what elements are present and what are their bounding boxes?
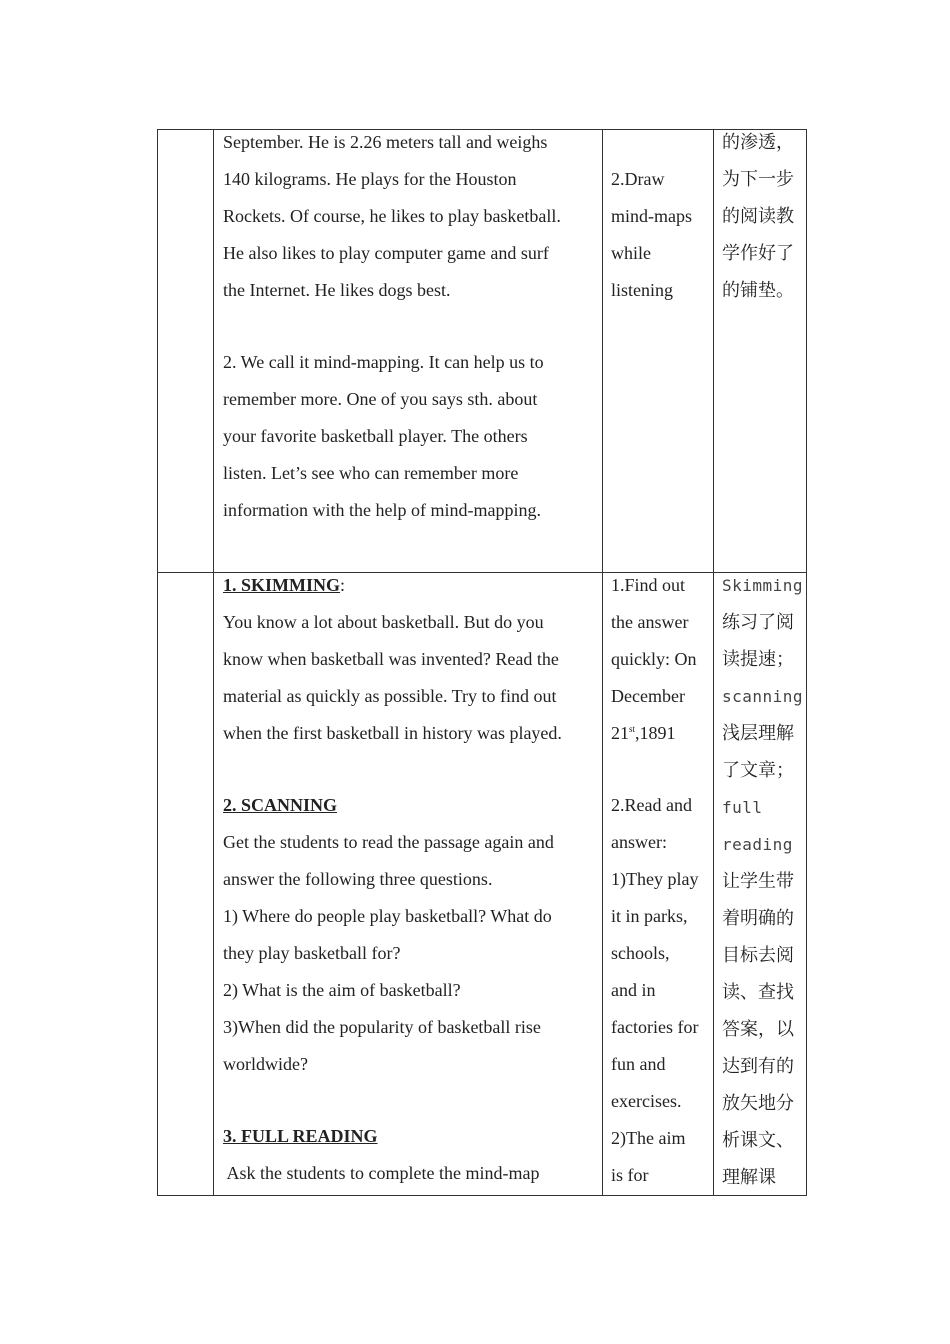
- text-line: 了文章；: [722, 760, 794, 780]
- column-divider-2: [602, 129, 603, 1196]
- skimming-heading-line: [223, 567, 598, 604]
- text-line: 学作好了: [722, 243, 794, 263]
- date-prefix: 21: [611, 723, 629, 743]
- text-line: information with the help of mind-mapping.: [223, 500, 541, 520]
- row2-activity-cell: [611, 567, 711, 1194]
- text-line: listening: [611, 280, 673, 300]
- text-line: 练习了阅: [722, 612, 794, 632]
- text-line: schools,: [611, 943, 670, 963]
- text-line: the Internet. He likes dogs best.: [223, 280, 451, 300]
- text-line: remember more. One of you says sth. about: [223, 389, 538, 409]
- column-divider-1: [213, 129, 214, 1196]
- text-line: 浅层理解: [722, 723, 794, 743]
- text-line: 读提速；: [722, 649, 794, 669]
- text-line: Get the students to read the passage again and: [223, 832, 554, 852]
- row1-activity-cell: [611, 161, 711, 309]
- date-suffix: ,1891: [635, 723, 676, 743]
- text-line: December: [611, 686, 685, 706]
- date-ordinal: st: [629, 724, 636, 734]
- text-line: 1) Where do people play basketball? What do: [223, 906, 552, 926]
- row1-paragraph-1: [223, 124, 598, 309]
- row2-procedure-cell: [223, 567, 598, 1192]
- text-line: He also likes to play computer game and surf: [223, 243, 549, 263]
- text-line: Skimming: [722, 576, 804, 595]
- text-line: September. He is 2.26 meters tall and weighs: [223, 132, 548, 152]
- table-left-border: [157, 129, 158, 1196]
- text-line: 目标去阅: [722, 945, 794, 965]
- text-line: You know a lot about basketball. But do you: [223, 612, 544, 632]
- row2-purpose-cell: [722, 567, 806, 1196]
- text-line: 着明确的: [722, 908, 794, 928]
- text-line: the answer: [611, 612, 689, 632]
- text-line: 2) What is the aim of basketball?: [223, 980, 461, 1000]
- text-line: 答案，以: [722, 1019, 794, 1039]
- text-line: exercises.: [611, 1091, 682, 1111]
- table-right-border: [806, 129, 807, 1196]
- scanning-heading: 2. SCANNING: [223, 795, 338, 815]
- text-line: while: [611, 243, 651, 263]
- row1-purpose-cell: [722, 124, 806, 309]
- text-line: they play basketball for?: [223, 943, 401, 963]
- text-line: 2)The aim: [611, 1128, 686, 1148]
- skimming-colon: :: [340, 575, 346, 595]
- text-line: 3)When did the popularity of basketball rise: [223, 1017, 541, 1037]
- text-line: material as quickly as possible. Try to find out: [223, 686, 557, 706]
- text-line: 2. We call it mind-mapping. It can help us to: [223, 352, 544, 372]
- text-line: 1.Find out: [611, 575, 686, 595]
- text-line: when the first basketball in history was played.: [223, 723, 562, 743]
- text-line: factories for: [611, 1017, 699, 1037]
- text-line: 析课文、: [722, 1130, 794, 1150]
- text-line: quickly: On: [611, 649, 697, 669]
- full-reading-heading: 3. FULL READING: [223, 1126, 378, 1146]
- text-line: answer the following three questions.: [223, 869, 493, 889]
- text-line: fun and: [611, 1054, 666, 1074]
- text-line: 2.Read and: [611, 795, 692, 815]
- table-bottom-border: [157, 1195, 807, 1196]
- full-reading-heading-line: [223, 1118, 598, 1155]
- text-line: is for: [611, 1165, 649, 1185]
- text-line: scanning: [722, 687, 804, 706]
- text-line: 140 kilograms. He plays for the Houston: [223, 169, 517, 189]
- row1-procedure-cell: [223, 124, 598, 529]
- text-line: it in parks,: [611, 906, 688, 926]
- text-line: 让学生带: [722, 871, 794, 891]
- text-line: 达到有的: [722, 1056, 794, 1076]
- text-line: listen. Let’s see who can remember more: [223, 463, 519, 483]
- text-line: full: [722, 798, 763, 817]
- skimming-heading: 1. SKIMMING: [223, 575, 340, 595]
- date-line: [611, 715, 711, 752]
- text-line: 的铺垫。: [722, 280, 794, 300]
- text-line: Rockets. Of course, he likes to play basketball.: [223, 206, 561, 226]
- text-line: 读、查找: [722, 982, 794, 1002]
- text-line: 理解课: [722, 1167, 776, 1187]
- text-line: worldwide?: [223, 1054, 308, 1074]
- text-line: Ask the students to complete the mind-map: [223, 1163, 540, 1183]
- text-line: 2.Draw: [611, 169, 665, 189]
- text-line: 为下一步: [722, 169, 794, 189]
- text-line: and in: [611, 980, 656, 1000]
- text-line: your favorite basketball player. The others: [223, 426, 528, 446]
- column-divider-3: [713, 129, 714, 1196]
- text-line: reading: [722, 835, 793, 854]
- text-line: mind-maps: [611, 206, 692, 226]
- text-line: know when basketball was invented? Read the: [223, 649, 559, 669]
- scanning-heading-line: [223, 787, 598, 824]
- text-line: 放矢地分: [722, 1093, 794, 1113]
- text-line: 1)They play: [611, 869, 699, 889]
- text-line: 的渗透，: [722, 132, 794, 152]
- row1-paragraph-2: [223, 344, 598, 529]
- text-line: answer:: [611, 832, 667, 852]
- text-line: 的阅读教: [722, 206, 794, 226]
